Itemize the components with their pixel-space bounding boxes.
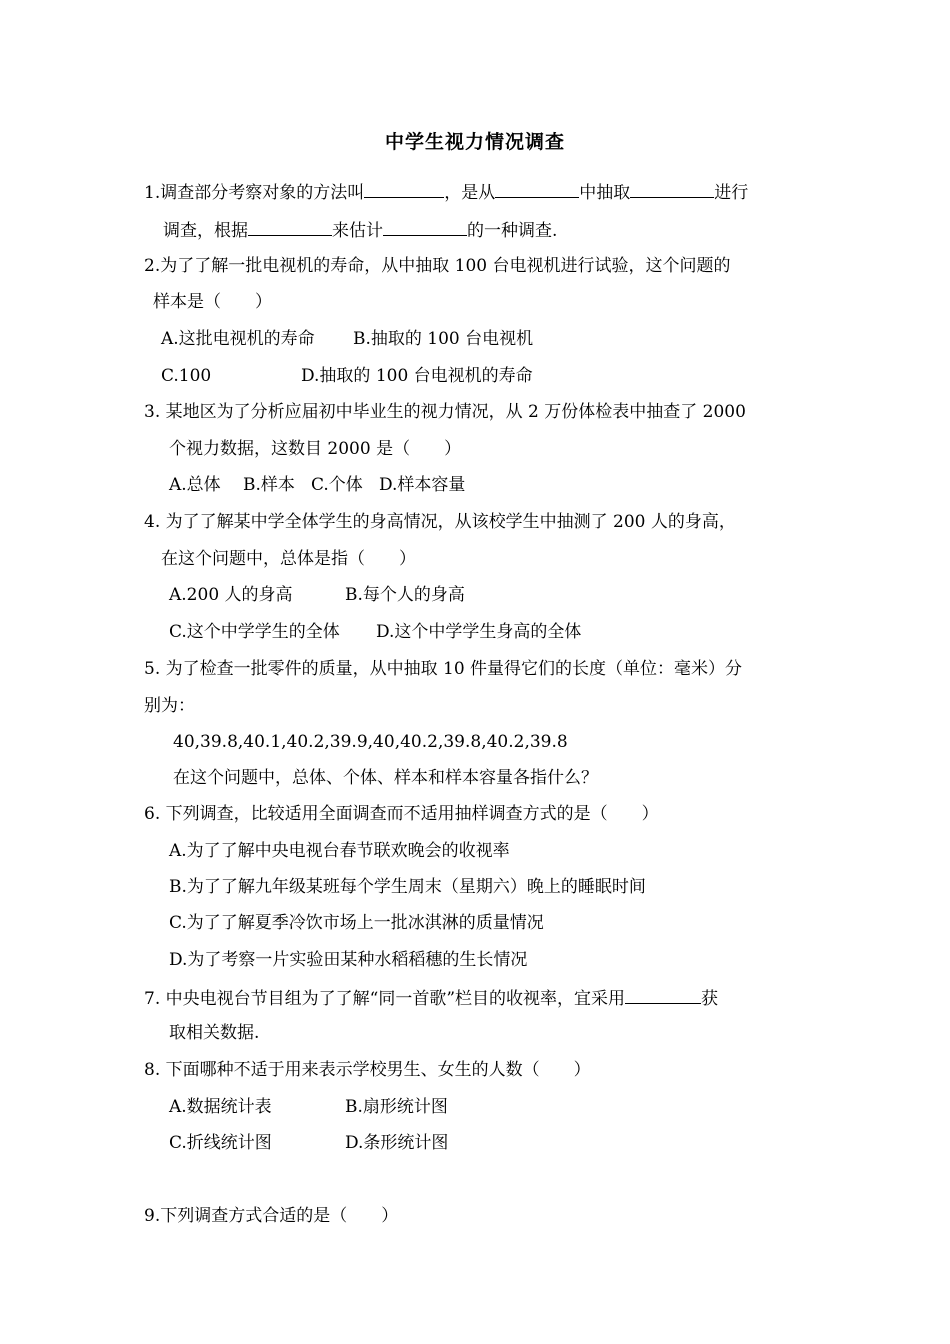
question-4-stem-cont: 在这个问题中，总体是指（ ） [161,549,416,569]
question-4-options-row-1 [169,584,465,606]
question-7-stem: 7. 中央电视台节目组为了了解“同一首歌”栏目的收视率，宜采用 获 [144,986,718,1010]
option-b[interactable]: B.样本 [243,475,295,495]
question-3-stem: 3. 某地区为了分析应届初中毕业生的视力情况，从 2 万份体检表中抽查了 2000 [144,402,746,422]
question-5-stem-cont: 别为： [144,696,195,716]
option-a[interactable]: A.200 人的身高 [169,585,293,605]
question-1-line-2: 调查，根据 来估计 的一种调查. [163,218,557,242]
question-4-options-row-2 [169,621,581,643]
question-3-options [169,474,465,496]
question-8-options-row-1 [169,1096,448,1118]
option-d[interactable]: D.为了考察一片实验田某种水稻稻穗的生长情况 [169,950,528,970]
option-c[interactable]: C.折线统计图 [169,1133,272,1153]
option-b[interactable]: B.每个人的身高 [345,585,465,605]
question-6-stem: 6. 下列调查，比较适用全面调查而不适用抽样调查方式的是（ ） [144,804,659,824]
option-d[interactable]: D.条形统计图 [345,1133,449,1153]
question-4-stem: 4. 为了了解某中学全体学生的身高情况，从该校学生中抽测了 200 人的身高， [144,512,736,532]
question-2-options-row-2 [161,365,533,387]
answer-blank[interactable] [625,986,701,1004]
option-c[interactable]: C.为了了解夏季冷饮市场上一批冰淇淋的质量情况 [169,913,544,933]
question-8-options-row-2 [169,1132,448,1154]
option-d[interactable]: D.抽取的 100 台电视机的寿命 [301,366,533,386]
option-c[interactable]: C.个体 [311,475,363,495]
question-2-options-row-1 [161,328,533,350]
question-2-stem: 2.为了了解一批电视机的寿命，从中抽取 100 台电视机进行试验，这个问题的 [144,256,731,276]
question-8-stem: 8. 下面哪种不适于用来表示学校男生、女生的人数（ ） [144,1060,591,1080]
option-b[interactable]: B.扇形统计图 [345,1097,448,1117]
question-2-stem-cont: 样本是（ ） [153,292,272,312]
option-a[interactable]: A.这批电视机的寿命 [161,329,315,349]
option-b[interactable]: B.抽取的 100 台电视机 [353,329,534,349]
option-a[interactable]: A.为了了解中央电视台春节联欢晚会的收视率 [169,841,510,861]
question-5-data: 40,39.8,40.1,40.2,39.9,40,40.2,39.8,40.2,39.8 [173,732,568,752]
question-5-stem: 5. 为了检查一批零件的质量，从中抽取 10 件量得它们的长度（单位：毫米）分 [144,659,743,679]
answer-blank[interactable] [383,218,467,236]
question-5-question: 在这个问题中，总体、个体、样本和样本容量各指什么？ [173,768,598,788]
option-b[interactable]: B.为了了解九年级某班每个学生周末（星期六）晚上的睡眠时间 [169,877,646,897]
option-c[interactable]: C.100 [161,366,212,386]
question-9-stem: 9.下列调查方式合适的是（ ） [144,1206,399,1226]
answer-blank[interactable] [495,180,579,198]
question-7-stem-cont: 取相关数据. [169,1023,260,1043]
option-d[interactable]: D.这个中学学生身高的全体 [376,622,582,642]
answer-blank[interactable] [248,218,332,236]
page-title: 中学生视力情况调查 [384,131,565,153]
option-a[interactable]: A.总体 [169,475,221,495]
answer-blank[interactable] [364,180,444,198]
option-a[interactable]: A.数据统计表 [169,1097,272,1117]
question-3-stem-cont: 个视力数据，这数目 2000 是（ ） [169,439,462,459]
option-c[interactable]: C.这个中学学生的全体 [169,622,340,642]
answer-blank[interactable] [630,180,714,198]
question-1-line-1: 1.调查部分考察对象的方法叫 ，是从 中抽取 进行 [144,180,748,204]
option-d[interactable]: D.样本容量 [379,475,466,495]
